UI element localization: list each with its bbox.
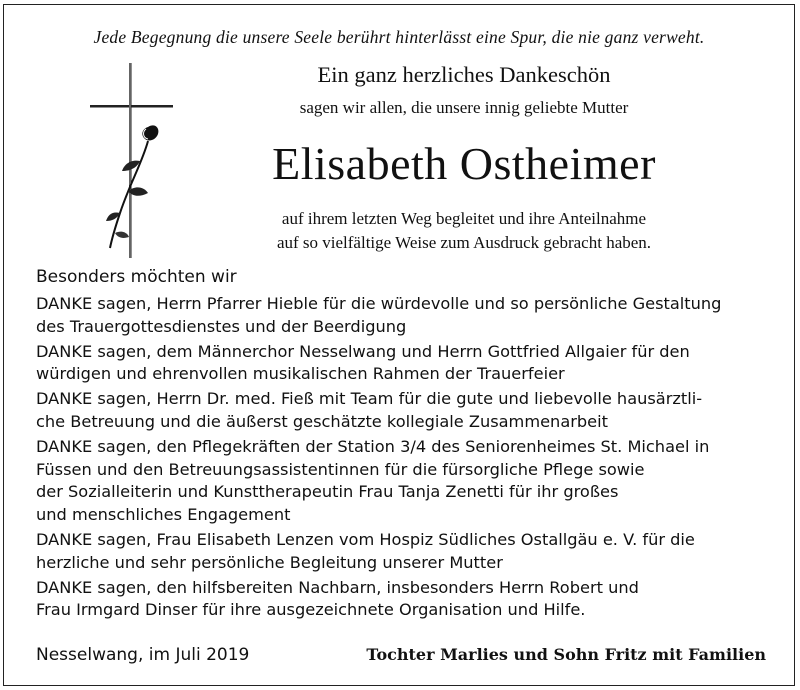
thanks-line: des Trauergottesdienstes und der Beerdigung (36, 316, 407, 336)
signature: Tochter Marlies und Sohn Fritz mit Familien (366, 645, 766, 664)
thanks-line: DANKE sagen, den hilfsbereiten Nachbarn, insbesonders Herrn Robert und (36, 577, 639, 597)
thanks-line: DANKE sagen, dem Männerchor Nesselwang und Herrn Gottfried Allgaier für den (36, 341, 690, 361)
closing-line-1: auf ihrem letzten Weg begleitet und ihre Anteilnahme (281, 209, 647, 228)
deceased-name: Elisabeth Ostheimer (272, 138, 656, 189)
thanks-line: Frau Irmgard Dinser für ihre ausgezeichnete Organisation und Hilfe. (36, 600, 586, 620)
motto: Jede Begegnung die unsere Seele berührt hinterlässt eine Spur, die nie ganz verweht. (93, 27, 705, 47)
place-date: Nesselwang, im Juli 2019 (36, 645, 250, 665)
cross-with-rose-icon (90, 63, 180, 263)
thanks-line: DANKE sagen, Herrn Pfarrer Hieble für die würdevolle und so persönliche Gestaltung (36, 294, 722, 313)
thanks-line: DANKE sagen, Frau Elisabeth Lenzen vom Hospiz Südliches Ostallgäu e. V. für die (36, 529, 695, 549)
thanks-list (36, 293, 771, 624)
closing-line-2: auf so vielfältige Weise zum Ausdruck gebracht haben. (276, 233, 652, 252)
thanks-entry (36, 388, 771, 434)
thanks-line: DANKE sagen, den Pflegekräften der Station 3/4 des Seniorenheimes St. Michael in (36, 436, 710, 456)
thanks-line: DANKE sagen, Herrn Dr. med. Fieß mit Team für die gute und liebevolle hausärztli- (36, 389, 703, 409)
thanks-entry (36, 529, 771, 575)
thanks-entry (36, 341, 771, 387)
obituary-notice (3, 4, 795, 686)
thanks-entry (36, 436, 771, 527)
intro-text: sagen wir allen, die unsere innig geliebte Mutter (299, 98, 629, 117)
lead-text: Besonders möchten wir (36, 267, 237, 287)
thanks-line: und menschliches Engagement (36, 505, 291, 525)
thanks-entry (36, 577, 771, 623)
thanks-entry (36, 293, 771, 339)
thanks-line: würdigen und ehrenvollen musikalischen Rahmen der Trauerfeier (36, 364, 565, 384)
closing-text (184, 207, 744, 255)
thanks-line: che Betreuung und die äußerst geschätzte kollegiale Zusammenarbeit (36, 411, 608, 431)
thanks-line: der Sozialleiterin und Kunsttherapeutin Frau Tanja Zenetti für ihr großes (36, 482, 619, 502)
thanks-title: Ein ganz herzliches Dankeschön (317, 62, 611, 87)
thanks-line: Füssen und den Betreuungsassistentinnen für die fürsorgliche Pflege sowie (36, 459, 645, 479)
thanks-line: herzliche und sehr persönliche Begleitung unserer Mutter (36, 552, 503, 572)
